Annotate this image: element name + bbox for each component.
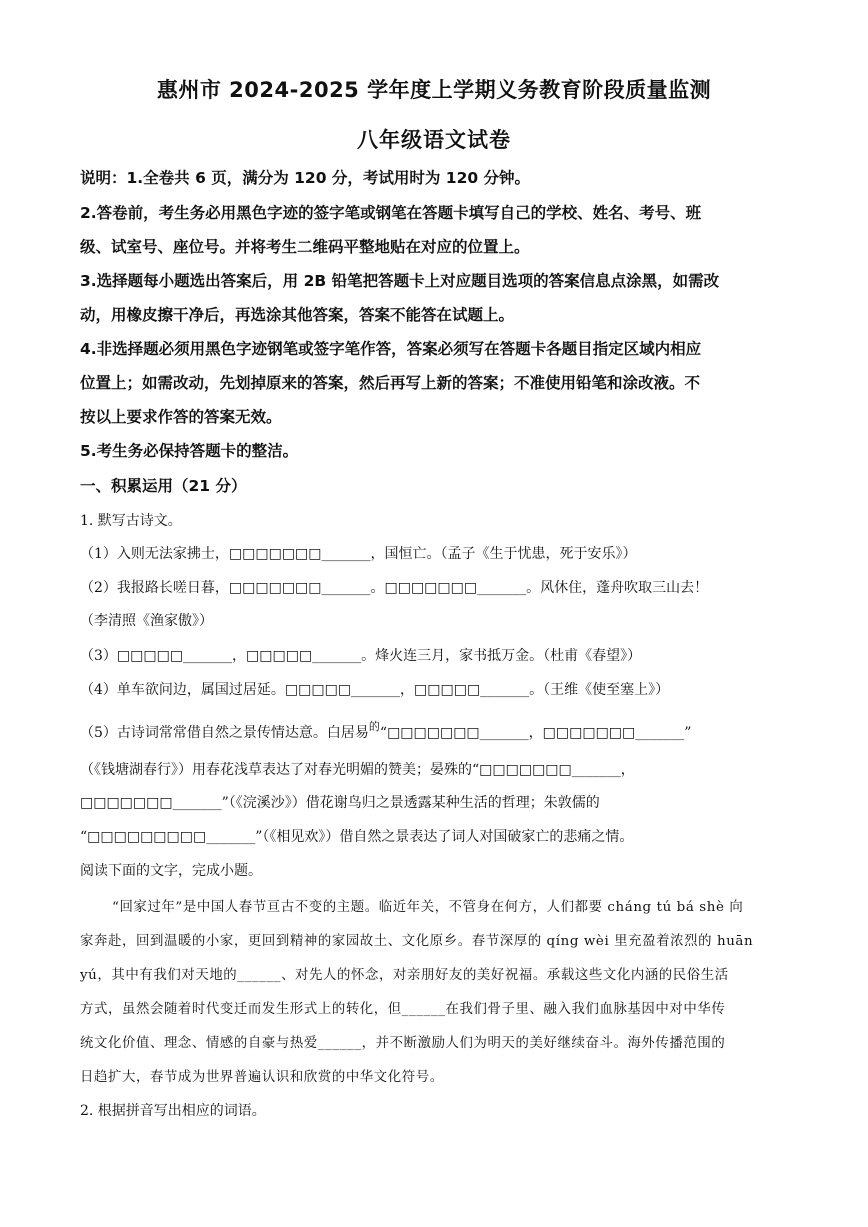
instruction-line: 5.考生务必保持答题卡的整洁。 <box>80 442 299 460</box>
instruction-line: 按以上要求作答的答案无效。 <box>80 408 282 426</box>
passage-line <box>80 1032 792 1051</box>
underlined-sentence-part: 日趋扩大，春节成为世界普遍认识和欣赏的中华文化符号。 <box>80 1070 444 1085</box>
question-1-5-line: （《钱塘湖春行》）用春花浅草表达了对春光明媚的赞美；晏殊的“□□□□□□□_______， <box>80 762 635 778</box>
question-1-5-sup: 的 <box>368 720 380 733</box>
reading-prompt: 阅读下面的文字，完成小题。 <box>80 863 262 879</box>
passage-line: yú，其中有我们对天地的______、对先人的怀念，对亲朋好友的美好祝福。承载这些文化内涵的民俗生活 <box>80 968 729 983</box>
section-heading: 一、积累运用（21 分） <box>80 477 247 495</box>
instruction-line: 2.答卷前，考生务必用黑色字迹的签字笔或钢笔在答题卡填写自己的学校、姓名、考号、班 <box>80 204 702 222</box>
question-2-title: 2. 根据拼音写出相应的词语。 <box>80 1103 266 1119</box>
underlined-sentence-part: 海外传播范围的 <box>627 1036 726 1051</box>
passage-line: 家奔赴，回到温暖的小家，更回到精神的家园故土、文化原乡。春节深厚的 qíng wèi 里充盈着浓烈的 huān <box>80 934 754 949</box>
question-1-5 <box>80 718 792 742</box>
instruction-line: 位置上；如需改动，先划掉原来的答案，然后再写上新的答案；不准使用铅笔和涂改液。不 <box>80 374 701 392</box>
question-1-item: （李清照《渔家傲》） <box>80 613 213 629</box>
instruction-line: 4.非选择题必须用黑色字迹钢笔或签字笔作答，答案必须写在答题卡各题目指定区域内相应 <box>80 340 702 358</box>
exam-title: 惠州市 2024-2025 学年度上学期义务教育阶段质量监测 <box>156 78 712 102</box>
instruction-line: 动，用橡皮擦干净后，再选涂其他答案，答案不能答在试题上。 <box>80 306 515 324</box>
question-1-5-pre: （5）古诗词常常借自然之景传情达意。白居易 <box>80 725 369 741</box>
instruction-line: 3.选择题每小题选出答案后，用 2B 铅笔把答题卡上对应题目选项的答案信息点涂黑，如需改 <box>80 272 720 290</box>
passage-line: “回家过年”是中国人春节亘古不变的主题。临近年关，不管身在何方，人们都要 cháng tú bá shè 向 <box>112 900 744 915</box>
question-1-item: （4）单车欲问边，属国过居延。□□□□□_______，□□□□□_______。（王维《使至塞上》） <box>80 682 670 698</box>
passage-line: 方式，虽然会随着时代变迁而发生形式上的转化，但______在我们骨子里、融入我们血脉基因中对中华传 <box>80 1002 726 1017</box>
instruction-line: 说明：1.全卷共 6 页，满分为 120 分，考试用时为 120 分钟。 <box>80 169 531 187</box>
question-1-title: 1. 默写古诗文。 <box>80 513 182 529</box>
instruction-line: 级、试室号、座位号。并将考生二维码平整地贴在对应的位置上。 <box>80 238 530 256</box>
question-1-5-post: “□□□□□□□_______，□□□□□□□_______” <box>379 725 692 741</box>
question-1-item: （2）我报路长嗟日暮，□□□□□□□_______。□□□□□□□_______。风休住，蓬舟吹取三山去！ <box>80 580 709 596</box>
question-1-item: （1）入则无法家拂士，□□□□□□□_______，国恒亡。（孟子《生于忧患，死于安乐》） <box>80 546 637 562</box>
question-1-5-line: “□□□□□□□□□_______”（《相见欢》）借自然之景表达了词人对国破家亡的悲痛之情。 <box>80 829 634 845</box>
exam-subtitle: 八年级语文试卷 <box>357 128 511 152</box>
question-1-item: （3）□□□□□_______，□□□□□_______。烽火连三月，家书抵万金。（杜甫《春望》） <box>80 648 642 664</box>
passage-line <box>80 1066 792 1085</box>
passage-text: 统文化价值、理念、情感的自豪与热爱______，并不断激励人们为明天的美好继续奋斗。 <box>80 1036 628 1051</box>
question-1-5-line: □□□□□□□_______”（《浣溪沙》）借花谢鸟归之景透露某种生活的哲理；朱敦儒的 <box>80 795 600 811</box>
